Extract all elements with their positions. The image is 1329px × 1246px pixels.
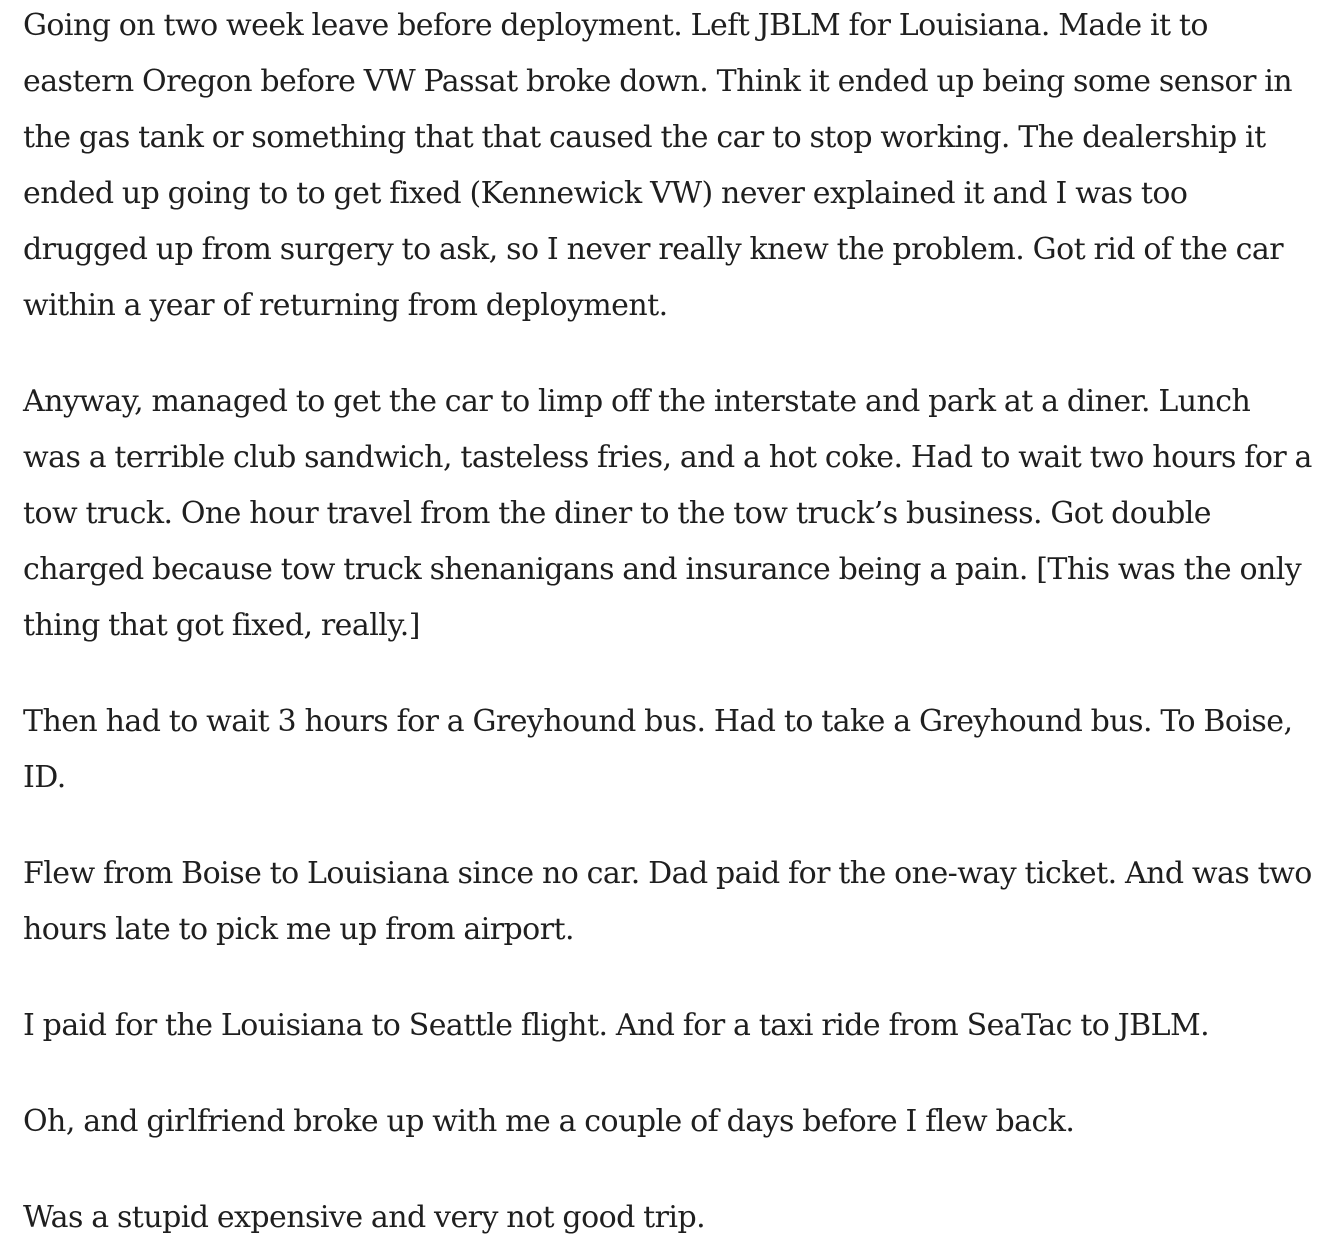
paragraph-conclusion: Was a stupid expensive and very not good trip.	[23, 1200, 706, 1235]
paragraph-diner-tow: Anyway, managed to get the car to limp off the interstate and park at a diner. Lunch was a terrible club sandwich, tasteless fries, and a hot coke. Had to wait two hours for a tow truck. One hour travel from the diner to the tow truck’s business. Got double charged because tow truck shenanigans and insurance being a pain. [This was the only thing that got fixed, really.]	[23, 384, 1312, 643]
paragraph-greyhound: Then had to wait 3 hours for a Greyhound bus. Had to take a Greyhound bus. To Boise, ID.	[23, 704, 1293, 795]
paragraph-flight-boise: Flew from Boise to Louisiana since no car. Dad paid for the one-way ticket. And was two hours late to pick me up from airport.	[23, 856, 1312, 947]
paragraph-flight-seattle: I paid for the Louisiana to Seattle flight. And for a taxi ride from SeaTac to JBLM.	[23, 1008, 1210, 1043]
article-body	[23, 0, 1313, 1246]
paragraph-breakdown: Going on two week leave before deployment. Left JBLM for Louisiana. Made it to eastern Oregon before VW Passat broke down. Think it ended up being some sensor in the gas tank or something that that caused the car to stop working. The dealership it ended up going to to get fixed (Kennewick VW) never explained it and I was too drugged up from surgery to ask, so I never really knew the problem. Got rid of the car within a year of returning from deployment.	[23, 8, 1293, 323]
paragraph-girlfriend: Oh, and girlfriend broke up with me a couple of days before I flew back.	[23, 1104, 1075, 1139]
